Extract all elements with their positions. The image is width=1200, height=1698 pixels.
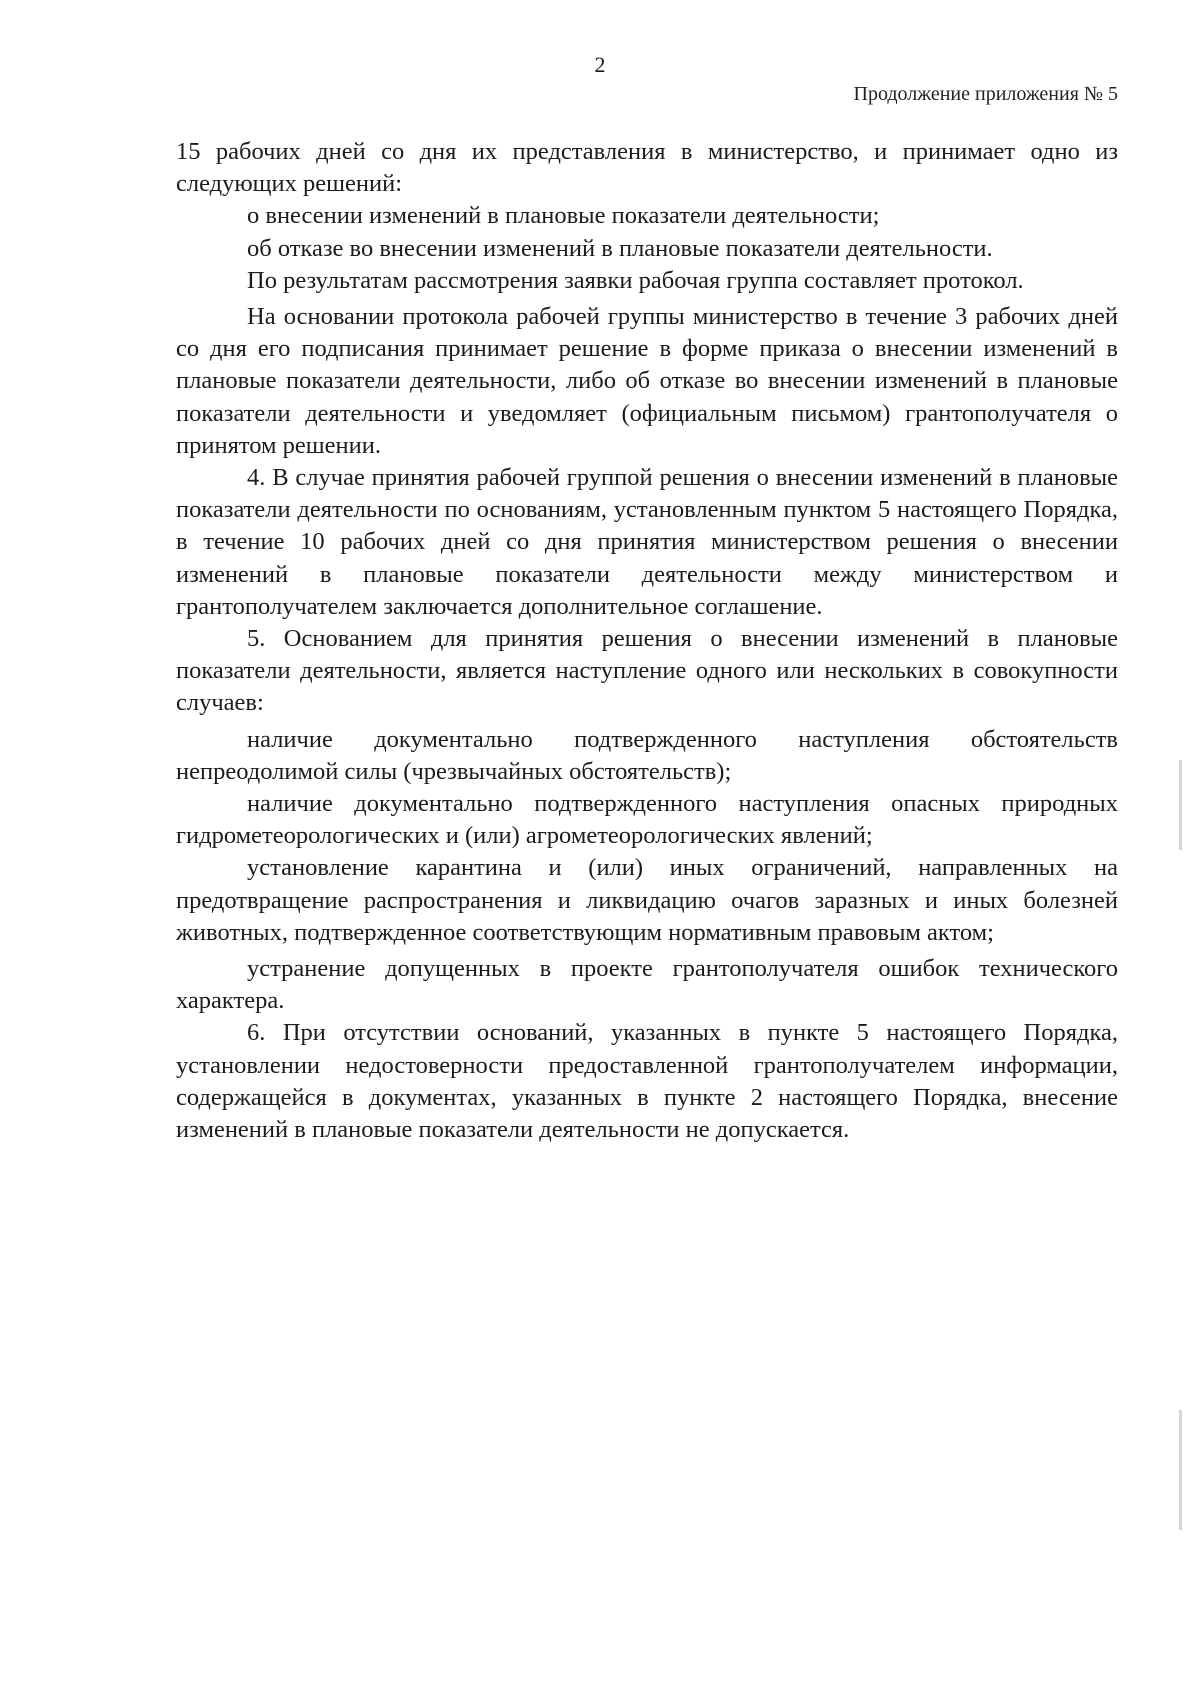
paragraph-case-technical-errors: устранение допущенных в проекте грантополучателя ошибок технического характера. xyxy=(176,955,1118,1015)
paragraph-item-4: 4. В случае принятия рабочей группой решения о внесении изменений в плановые показатели деятельности по основаниям, установленным пунктом 5 настоящего Порядка, в течение 10 рабочих дней со дня принятия министерством решения о внесении изменений в плановые показатели деятельности между министерством и грантополучателем заключается дополнительное соглашение. xyxy=(176,464,1118,620)
paragraph-protocol: По результатам рассмотрения заявки рабочая группа составляет протокол. xyxy=(247,266,1024,294)
paragraph-item-6: 6. При отсутствии оснований, указанных в пункте 5 настоящего Порядка, установлении недостоверности предоставленной грантополучателем информации, содержащейся в документах, указанных в пункте 2 настоящего Порядка, внесение изменений в плановые показатели деятельности не допускается. xyxy=(176,1019,1118,1144)
paragraph-continuation: 15 рабочих дней со дня их представления в министерство, и принимает одно из следующих решений: xyxy=(176,138,1118,198)
document-body xyxy=(176,136,1118,1146)
paragraph-case-quarantine: установление карантина и (или) иных ограничений, направленных на предотвращение распространения и ликвидацию очагов заразных и иных болезней животных, подтвержденное соответствующим нормативным правовым актом; xyxy=(176,854,1118,946)
running-header: Продолжение приложения № 5 xyxy=(853,83,1118,105)
paragraph-case-weather: наличие документально подтвержденного наступления опасных природных гидрометеорологических и (или) агрометеорологических явлений; xyxy=(176,790,1118,850)
scan-edge-mark xyxy=(1179,760,1182,850)
page-number: 2 xyxy=(594,52,606,77)
paragraph-option-amend: о внесении изменений в плановые показатели деятельности; xyxy=(247,202,880,230)
paragraph-order: На основании протокола рабочей группы министерство в течение 3 рабочих дней со дня его подписания принимает решение в форме приказа о внесении изменений в плановые показатели деятельности, либо об отказе во внесении изменений в плановые показатели деятельности и уведомляет (официальным письмом) грантополучателя о принятом решении. xyxy=(176,303,1118,459)
paragraph-option-refuse: об отказе во внесении изменений в плановые показатели деятельности. xyxy=(247,234,993,262)
paragraph-item-5: 5. Основанием для принятия решения о внесении изменений в плановые показатели деятельности, является наступление одного или нескольких в совокупности случаев: xyxy=(176,625,1118,717)
scan-edge-mark xyxy=(1179,1410,1182,1530)
paragraph-case-force-majeure: наличие документально подтвержденного наступления обстоятельств непреодолимой силы (чрезвычайных обстоятельств); xyxy=(176,725,1118,785)
